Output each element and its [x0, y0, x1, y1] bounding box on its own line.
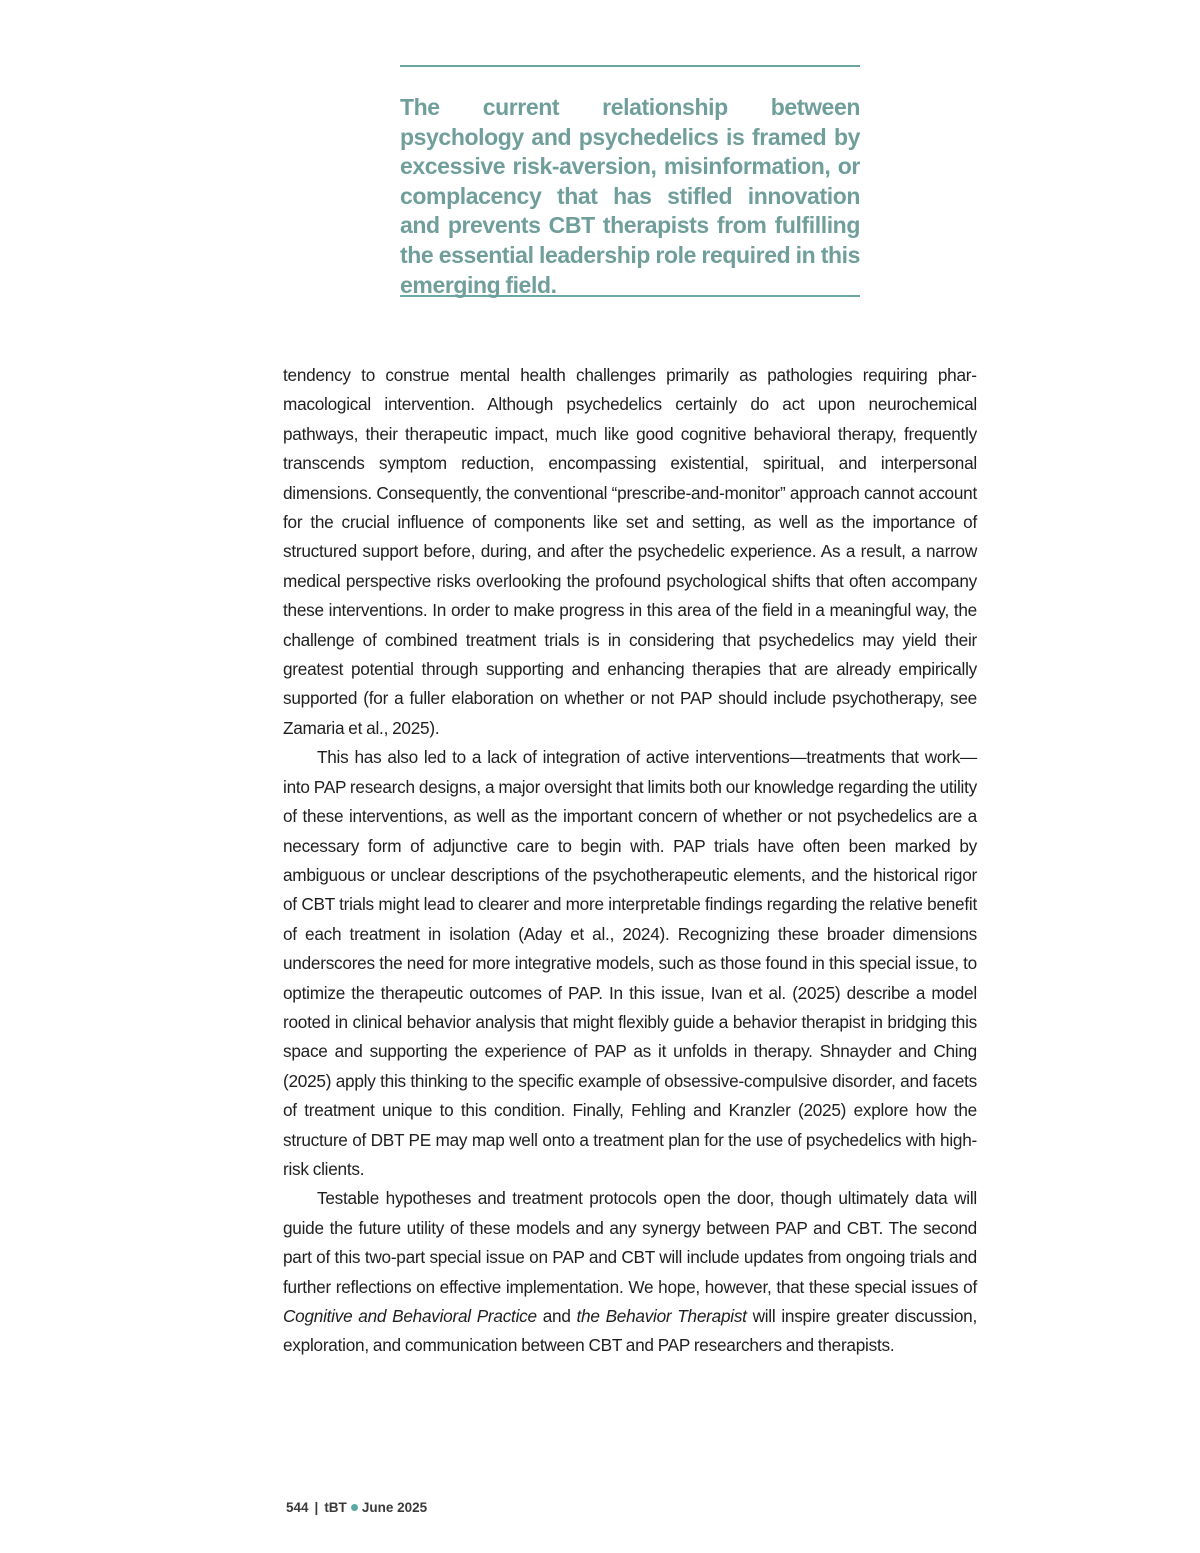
journal-abbreviation: tBT	[324, 1500, 347, 1515]
article-body	[283, 361, 977, 1361]
bullet-dot-icon	[351, 1504, 358, 1511]
footer-separator: |	[314, 1500, 319, 1515]
journal-title-tbt: the Behavior Therapist	[576, 1306, 747, 1326]
issue-date: June 2025	[361, 1500, 428, 1515]
pull-quote	[400, 65, 860, 297]
paragraph-3-text-1: Testable hypotheses and treatment protocols open the door, though ultimately data will guide the future utility of these models and any synergy between PAP and CBT. The second part of this two-part special issue on PAP and CBT will include updates from ongoing trials and further reflections on effective implementation. We hope, however, that these special issues of	[283, 1188, 977, 1297]
page-number: 544	[286, 1500, 309, 1515]
paragraph-3-text-2: and	[536, 1306, 577, 1326]
journal-title-cbp: Cognitive and Behavioral Practice	[283, 1306, 537, 1326]
pull-quote-text: The current relationship between psychology and psychedelics is framed by excessive risk-aversion, misinformation, or complacency that has stifled innovation and prevents CBT therapists from fulfilling the essential leadership role required in this emerging field.	[400, 94, 860, 298]
page-footer	[286, 1500, 427, 1515]
body-paragraph-3	[283, 1184, 977, 1360]
body-paragraph-1: tendency to construe mental health challenges primarily as pathologies requiring pharmacological intervention. Although psychedelics certainly do act upon neurochemical pathways, their therapeutic impact, much like good cognitive behavioral therapy, frequently transcends symptom reduction, encompassing existential, spiritual, and interpersonal dimensions. Consequently, the conventional “prescribe-and-monitor” approach cannot account for the crucial influence of components like set and setting, as well as the importance of structured support before, during, and after the psychedelic experience. As a result, a narrow medical perspective risks overlooking the profound psychological shifts that often accompany these interventions. In order to make progress in this area of the field in a meaningful way, the challenge of combined treatment trials is in considering that psychedelics may yield their greatest potential through supporting and enhancing therapies that are already empirically supported (for a fuller elaboration on whether or not PAP should include psychotherapy, see Zamaria et al., 2025).	[283, 365, 977, 738]
body-paragraph-2: This has also led to a lack of integration of active interventions—treatments that work—into PAP research designs, a major oversight that limits both our knowledge regarding the utility of these interventions, as well as the important concern of whether or not psychedelics are a necessary form of adjunctive care to begin with. PAP trials have often been marked by ambiguous or unclear descriptions of the psychotherapeutic elements, and the historical rigor of CBT trials might lead to clearer and more interpretable findings regarding the relative benefit of each treatment in isolation (Aday et al., 2024). Recognizing these broader dimensions underscores the need for more integrative models, such as those found in this special issue, to optimize the therapeutic outcomes of PAP. In this issue, Ivan et al. (2025) describe a model rooted in clinical behavior analysis that might flexibly guide a behavior therapist in bridging this space and supporting the experience of PAP as it unfolds in therapy. Shnayder and Ching (2025) apply this thinking to the specific example of obsessive-compulsive disorder, and facets of treatment unique to this condition. Finally, Fehling and Kranzler (2025) explore how the structure of DBT PE may map well onto a treatment plan for the use of psychedelics with high-risk clients.	[283, 747, 977, 1179]
paragraph-3-text-3: will inspire greater discussion, exploration, and communication between CBT and PAP researchers and therapists.	[283, 1306, 977, 1356]
